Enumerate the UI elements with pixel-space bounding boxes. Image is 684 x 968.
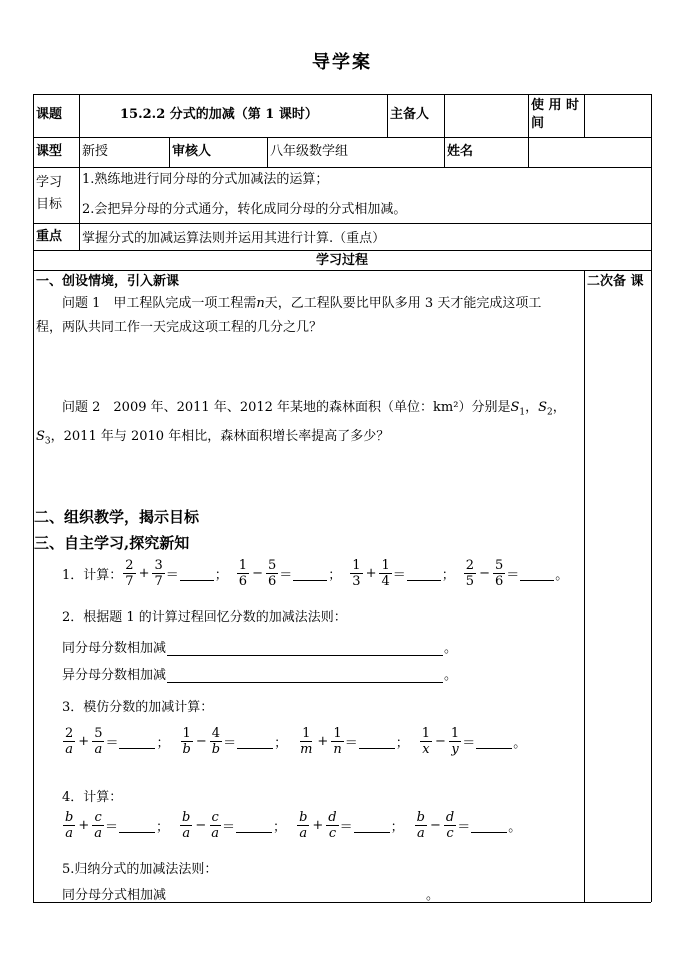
numerator: d — [445, 809, 455, 825]
denominator: c — [446, 825, 454, 841]
goal-1: 1.熟练地进行同分母的分式加减法的运算； — [82, 172, 329, 187]
numerator: 1 — [352, 557, 361, 573]
item-3-expressions — [62, 720, 536, 762]
operator: + — [365, 565, 377, 581]
fraction-expression — [179, 810, 296, 841]
fraction — [331, 726, 343, 757]
reviewer-label: 审核人 — [172, 144, 212, 159]
fraction-expression — [180, 726, 298, 757]
operator: − — [435, 733, 446, 749]
semicolon: ； — [156, 819, 170, 835]
equals-sign: ＝ — [105, 735, 119, 751]
answer-blank[interactable] — [476, 734, 512, 749]
period: 。 — [513, 735, 527, 751]
fraction — [210, 726, 222, 757]
item-2-diff — [62, 664, 457, 683]
item-1 — [62, 552, 576, 594]
semicolon: ； — [214, 567, 228, 583]
answer-blank[interactable] — [359, 734, 395, 749]
numerator: 1 — [381, 557, 390, 573]
operator: + — [317, 733, 329, 749]
numerator: 5 — [267, 557, 277, 573]
name-label: 姓名 — [447, 144, 474, 159]
numerator: 1 — [450, 725, 460, 741]
preparer-label: 主备人 — [390, 107, 430, 122]
fraction — [152, 558, 164, 589]
numerator: c — [211, 809, 219, 825]
equals-sign: ＝ — [222, 819, 236, 835]
item-5-same-label: 同分母分式相加减 — [62, 888, 167, 903]
fraction-expression — [62, 810, 179, 841]
denominator: a — [182, 825, 191, 841]
period: 。 — [426, 888, 440, 903]
answer-blank[interactable] — [167, 641, 443, 656]
denominator: a — [416, 825, 425, 841]
use-time-label — [531, 98, 579, 132]
denominator: a — [211, 825, 220, 841]
question-1-var: n — [256, 296, 265, 311]
fraction — [63, 810, 75, 841]
fraction — [298, 726, 314, 757]
answer-blank[interactable] — [167, 888, 425, 903]
operator: − — [429, 817, 441, 833]
numerator: 4 — [211, 725, 221, 741]
answer-blank[interactable] — [471, 818, 507, 833]
denominator: x — [422, 741, 430, 757]
numerator: 2 — [465, 557, 475, 573]
denominator: 4 — [381, 573, 390, 589]
fraction — [449, 726, 461, 757]
item-4-expressions — [62, 804, 531, 846]
equals-sign: ＝ — [457, 819, 471, 835]
equals-sign: ＝ — [339, 819, 353, 835]
answer-blank[interactable] — [407, 566, 441, 581]
use-time-label-line1: 使 用 时 — [531, 98, 580, 113]
operator: + — [78, 817, 90, 833]
fraction-expression — [297, 726, 419, 757]
fraction — [209, 810, 221, 841]
section2-heading: 二、组织教学，揭示目标 — [34, 508, 200, 526]
fraction-expression — [296, 810, 414, 841]
denominator: m — [300, 741, 313, 757]
use-time-label-line2: 间 — [531, 116, 545, 131]
reviewer-value: 八年级数学组 — [270, 144, 349, 159]
denominator: 6 — [267, 573, 277, 589]
denominator: a — [65, 741, 74, 757]
operator: − — [195, 817, 207, 833]
period: 。 — [555, 567, 569, 583]
equals-sign: ＝ — [462, 735, 476, 751]
section1-heading: 一、创设情境，引入新课 — [36, 274, 180, 289]
fraction-expression — [62, 726, 180, 757]
s-var: S — [36, 428, 45, 444]
answer-blank[interactable] — [119, 734, 155, 749]
fraction-expression — [463, 558, 577, 589]
denominator: c — [328, 825, 337, 841]
operator: + — [312, 817, 324, 833]
fraction-expression — [419, 726, 537, 757]
denominator: 6 — [238, 573, 248, 589]
answer-blank[interactable] — [293, 566, 327, 581]
question-2-part-b: ，2011 年与 2010 年相比，森林面积增长率提高了多少？ — [50, 428, 390, 444]
semicolon: ； — [273, 819, 287, 835]
fraction — [237, 558, 249, 589]
numerator: b — [416, 809, 425, 825]
item-2-same — [62, 637, 457, 656]
semicolon: ； — [395, 735, 409, 751]
denominator: 7 — [125, 573, 134, 589]
denominator: b — [211, 741, 221, 757]
fraction — [92, 726, 104, 757]
fraction — [420, 726, 432, 757]
operator: + — [138, 565, 150, 581]
numerator: 2 — [125, 557, 134, 573]
answer-blank[interactable] — [520, 566, 554, 581]
numerator: b — [299, 809, 308, 825]
goal-label — [36, 172, 62, 216]
document-title: 导学案 — [312, 52, 372, 73]
equals-sign: ＝ — [506, 567, 520, 583]
numerator: 1 — [302, 725, 311, 741]
fraction — [92, 810, 104, 841]
s-sub-2: 2 — [547, 407, 553, 418]
fraction — [350, 558, 362, 589]
numerator: 1 — [333, 725, 342, 741]
answer-blank[interactable] — [119, 818, 155, 833]
denominator: 5 — [465, 573, 475, 589]
period: 。 — [444, 641, 458, 656]
denominator: a — [94, 825, 102, 841]
equals-sign: ＝ — [165, 567, 179, 583]
fraction — [63, 726, 75, 757]
item-2-diff-label: 异分母分数相加减 — [62, 668, 167, 683]
question-1-line2: 程，两队共同工作一天完成这项工程的几分之几？ — [36, 320, 323, 335]
section3-heading: 三、自主学习,探究新知 — [34, 534, 190, 552]
numerator: d — [328, 809, 337, 825]
item-2: 2．根据题 1 的计算过程回忆分数的加减法法则： — [62, 610, 347, 625]
answer-blank[interactable] — [236, 818, 272, 833]
s-var: S — [538, 400, 548, 415]
fraction — [464, 558, 476, 589]
operator: − — [252, 565, 263, 581]
fraction — [493, 558, 505, 589]
numerator: b — [182, 809, 191, 825]
goal-2: 2.会把异分母的分式通分，转化成同分母的分式相加减。 — [82, 202, 407, 217]
operator: − — [479, 565, 490, 581]
denominator: 6 — [494, 573, 504, 589]
fraction — [181, 726, 193, 757]
denominator: 7 — [154, 573, 163, 589]
item-5-same — [62, 884, 439, 903]
fraction — [266, 558, 278, 589]
question-1-part-a: 问题 1 甲工程队完成一项工程需 — [62, 296, 257, 311]
numerator: c — [94, 809, 102, 825]
goal-label-line2: 目标 — [36, 197, 63, 212]
lesson-type-value: 新授 — [82, 144, 109, 159]
numerator: b — [65, 809, 74, 825]
numerator: 1 — [182, 725, 191, 741]
answer-blank[interactable] — [237, 734, 273, 749]
period: 。 — [444, 668, 458, 683]
denominator: a — [299, 825, 308, 841]
s-var: S — [510, 400, 520, 415]
numerator: 2 — [65, 725, 74, 741]
answer-blank[interactable] — [354, 818, 390, 833]
item-5: 5.归纳分式的加减法法则： — [62, 862, 218, 877]
equals-sign: ＝ — [392, 567, 406, 583]
question-1 — [36, 292, 582, 340]
lesson-type-label: 课型 — [36, 144, 63, 159]
operator: − — [195, 733, 207, 749]
numerator: 5 — [494, 557, 504, 573]
fraction-expression — [349, 558, 463, 589]
item-1-label: 1．计算： — [62, 567, 123, 583]
numerator: 5 — [94, 725, 103, 741]
answer-blank[interactable] — [167, 668, 443, 683]
question-1-part-b: 天，乙工程队要比甲队多用 3 天才能完成这项工 — [264, 296, 542, 311]
equals-sign: ＝ — [344, 735, 358, 751]
operator: + — [78, 733, 90, 749]
item-1-expressions — [122, 558, 576, 589]
fraction — [326, 810, 338, 841]
fraction — [123, 558, 135, 589]
period: 。 — [508, 819, 522, 835]
numerator: 3 — [154, 557, 163, 573]
key-value: 掌握分式的加减运算法则并运用其进行计算.（重点） — [82, 231, 386, 246]
equals-sign: ＝ — [279, 567, 293, 583]
item-3: 3．模仿分数的加减计算： — [62, 700, 214, 715]
fraction-expression — [414, 810, 532, 841]
denominator: a — [65, 825, 74, 841]
denominator: n — [333, 741, 342, 757]
course-label: 课题 — [36, 107, 63, 122]
fraction-expression — [236, 558, 350, 589]
s-sub-1: 1 — [519, 407, 526, 418]
equals-sign: ＝ — [105, 819, 119, 835]
course-value: 15.2.2 分式的加减（第 1 课时） — [120, 107, 318, 122]
fraction — [379, 558, 391, 589]
item-2-same-label: 同分母分数相加减 — [62, 641, 167, 656]
fraction — [444, 810, 456, 841]
denominator: 3 — [352, 573, 361, 589]
process-label: 学习过程 — [315, 253, 368, 268]
semicolon: ； — [441, 567, 455, 583]
fraction — [180, 810, 192, 841]
item-4: 4．计算： — [62, 790, 123, 805]
semicolon: ； — [390, 819, 404, 835]
fraction — [415, 810, 427, 841]
denominator: a — [94, 741, 103, 757]
fraction-expression — [122, 558, 236, 589]
semicolon: ； — [274, 735, 288, 751]
answer-blank[interactable] — [180, 566, 214, 581]
denominator: b — [182, 741, 191, 757]
equals-sign: ＝ — [223, 735, 237, 751]
semicolon: ； — [328, 567, 342, 583]
denominator: y — [451, 741, 459, 757]
second-prep-label: 二次备 课 — [587, 274, 644, 289]
numerator: 1 — [238, 557, 248, 573]
fraction — [297, 810, 309, 841]
key-label: 重点 — [36, 229, 63, 244]
question-2: 问题 2 2009 年、2011 年、2012 年某地的森林面积（单位：km²）分别是$S_1$，$S_2$， $S_3$，2011 年与 2010 年相比，森林面积增长率提高了多少？ — [36, 400, 566, 447]
goal-label-line1: 学习 — [36, 175, 63, 190]
numerator: 1 — [421, 725, 431, 741]
semicolon: ； — [156, 735, 170, 751]
s-sub-3: 3 — [44, 436, 51, 447]
question-2-part-a: 问题 2 2009 年、2011 年、2012 年某地的森林面积（单位：km²）分别是 — [62, 400, 511, 415]
